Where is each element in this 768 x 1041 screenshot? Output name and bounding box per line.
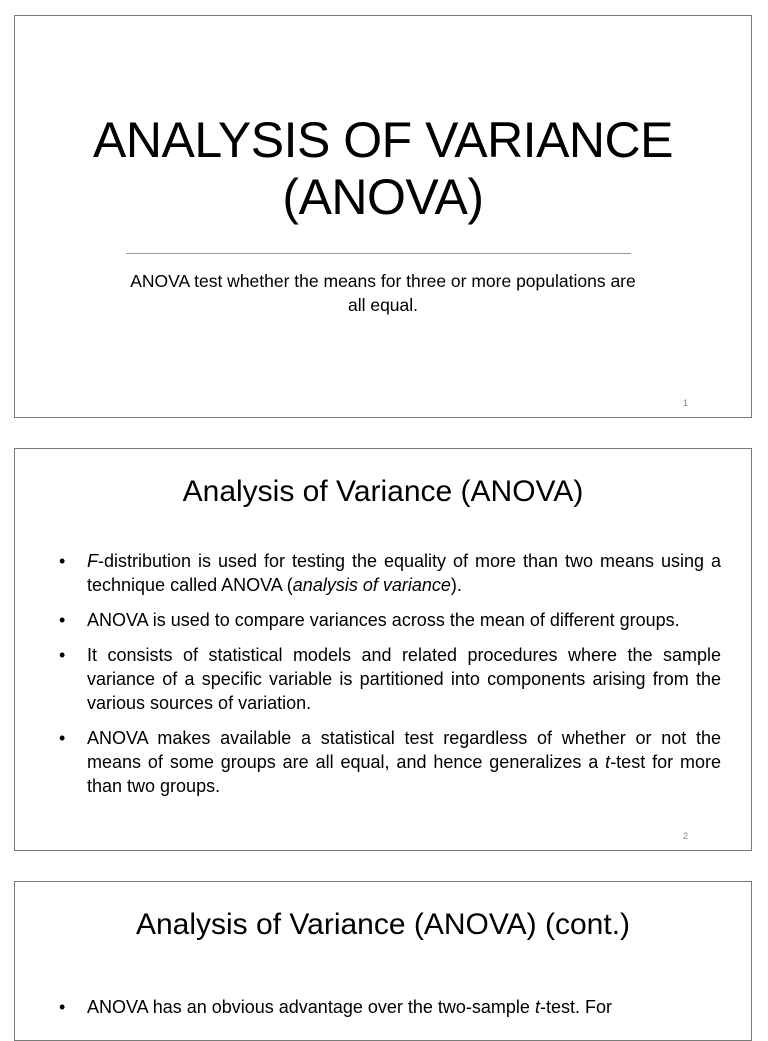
slide-1 xyxy=(14,15,752,418)
bullet-item xyxy=(59,726,721,798)
bullet-text: ). xyxy=(450,575,462,595)
bullet-text: -test for more than two groups. xyxy=(87,752,722,796)
slide-2-page-number: 2 xyxy=(682,831,688,841)
title-divider xyxy=(126,253,631,254)
bullet-item xyxy=(59,995,721,1019)
bullet-icon: • xyxy=(59,551,66,571)
bullet-item xyxy=(59,549,721,597)
slide-1-title-line-2: (ANOVA) xyxy=(282,169,484,225)
slide-2-bullet-list xyxy=(59,549,721,809)
slide-1-title-line-1: ANALYSIS OF VARIANCE xyxy=(93,112,673,168)
bullet-icon: • xyxy=(59,610,66,630)
slide-1-subtitle-line-2: all equal. xyxy=(347,295,419,315)
bullet-italic-text: analysis of variance xyxy=(292,575,451,595)
slide-2-title: Analysis of Variance (ANOVA) xyxy=(182,475,584,508)
bullet-item xyxy=(59,643,721,715)
bullet-italic-text: t xyxy=(534,997,540,1017)
bullet-item xyxy=(59,608,721,632)
slide-1-page-number: 1 xyxy=(682,398,688,408)
bullet-text: ANOVA makes available a statistical test regardless of whether or not the means of some groups are all equal, and hence generalizes a xyxy=(87,728,721,772)
slide-3-title: Analysis of Variance (ANOVA) (cont.) xyxy=(135,908,631,941)
bullet-icon: • xyxy=(59,997,66,1017)
slide-2 xyxy=(14,448,752,851)
bullet-text: ANOVA is used to compare variances across the mean of different groups. xyxy=(87,610,680,630)
bullet-text: ANOVA has an obvious advantage over the two-sample xyxy=(87,997,535,1017)
bullet-icon: • xyxy=(59,645,66,665)
bullet-text: -distribution is used for testing the equality of more than two means using a technique called ANOVA ( xyxy=(87,551,721,595)
bullet-text: -test. For xyxy=(539,997,612,1017)
bullet-italic-text: F xyxy=(87,551,98,571)
bullet-text: It consists of statistical models and related procedures where the sample variance of a specific variable is partitioned into components arising from the various sources of variation. xyxy=(87,645,721,713)
slide-3 xyxy=(14,881,752,1041)
bullet-icon: • xyxy=(59,728,66,748)
slide-1-title xyxy=(15,112,751,226)
slide-1-subtitle-line-1: ANOVA test whether the means for three or more populations are xyxy=(130,271,636,291)
bullet-italic-text: t xyxy=(605,752,611,772)
slide-1-subtitle xyxy=(55,269,711,317)
slide-3-bullet-list xyxy=(59,995,721,1030)
